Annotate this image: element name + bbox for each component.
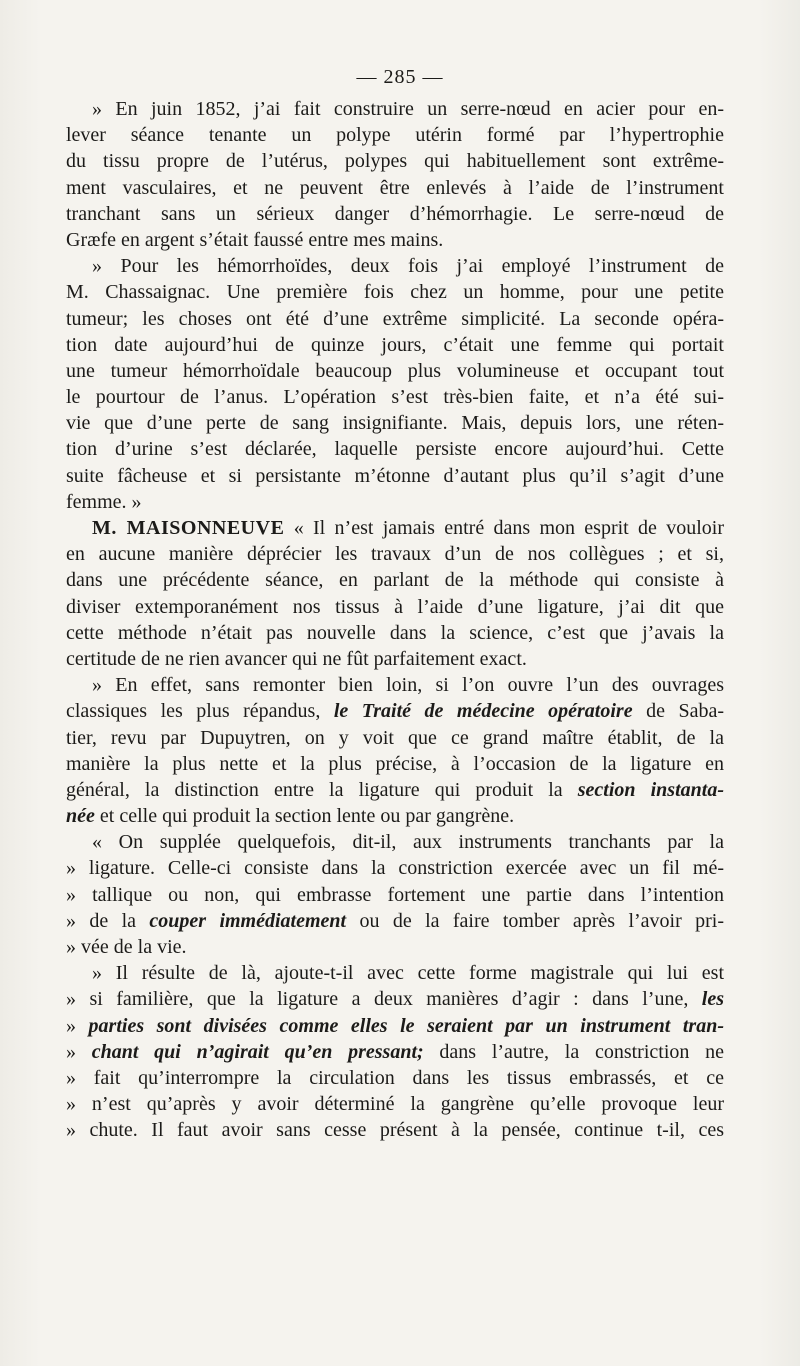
- line-text: » En effet, sans remonter bien loin, si l’on ouvre l’un des ouvrages: [92, 674, 724, 697]
- line-text: tranchant sans un sérieux danger d’hémorrhagie. Le serre-nœud de: [66, 202, 724, 225]
- line-text: « Il n’est jamais entré dans mon esprit de vouloir: [284, 517, 724, 539]
- italic-text: née: [66, 805, 95, 828]
- line-text: » En juin 1852, j’ai fait construire un serre-nœud en acier pour en-: [92, 98, 724, 120]
- line-text: ou de la faire tomber après l’avoir pri-: [346, 909, 724, 932]
- text-line: [66, 803, 724, 829]
- line-text: » tallique ou non, qui embrasse fortement une partie dans l’intention: [66, 883, 724, 906]
- body-text: [66, 96, 724, 1144]
- line-text: le pourtour de l’anus. L’opération s’est très-bien faite, et n’a été sui-: [66, 386, 724, 409]
- line-text: femme. »: [66, 490, 142, 513]
- italic-text: parties sont divisées comme elles le seraient par un instrument tran-: [88, 1014, 724, 1037]
- text-line: [66, 358, 724, 384]
- text-line: [66, 96, 724, 122]
- text-line: [66, 148, 724, 174]
- line-text: de Saba-: [632, 700, 724, 723]
- text-line: [66, 279, 724, 305]
- text-line: [66, 777, 724, 803]
- line-text: » vée de la vie.: [66, 936, 187, 958]
- line-text: « On supplée quelquefois, dit-il, aux instruments tranchants par la: [92, 831, 724, 854]
- text-line: [66, 1091, 724, 1117]
- line-text: » n’est qu’après y avoir déterminé la gangrène qu’elle provoque leur: [66, 1093, 724, 1116]
- line-text: » si familière, que la ligature a deux manières d’agir : dans l’une,: [66, 988, 702, 1011]
- italic-text: chant qui n’agirait qu’en pressant;: [91, 1040, 424, 1063]
- line-text: certitude de ne rien avancer qui ne fût parfaitement exact.: [66, 647, 527, 670]
- line-text: général, la distinction entre la ligature qui produit la: [66, 778, 578, 801]
- text-line: [66, 541, 724, 567]
- text-line: [66, 253, 724, 279]
- speaker-name: M. MAISONNEUVE: [92, 517, 285, 539]
- line-text: » ligature. Celle-ci consiste dans la constriction exercée avec un fil mé-: [66, 857, 724, 880]
- text-line: [66, 410, 724, 436]
- text-line: [66, 594, 724, 620]
- text-line: [66, 725, 724, 751]
- line-text: lever séance tenante un polype utérin formé par l’hypertrophie: [66, 124, 724, 147]
- line-text: dans l’autre, la constriction ne: [423, 1040, 724, 1063]
- italic-text: section instanta-: [577, 778, 724, 801]
- text-line: [66, 855, 724, 881]
- italic-text: le Traité de médecine opératoire: [333, 700, 633, 723]
- text-line: [66, 227, 724, 253]
- line-text: classiques les plus répandus,: [66, 700, 334, 723]
- text-line: [66, 306, 724, 332]
- line-text: »: [66, 1040, 92, 1063]
- text-line: [66, 1013, 724, 1039]
- line-text: ment vasculaires, et ne peuvent être enlevés à l’aide de l’instrument: [66, 176, 724, 199]
- text-line: [66, 934, 724, 960]
- line-text: M. Chassaignac. Une première fois chez un homme, pour une petite: [66, 281, 724, 304]
- line-text: en aucune manière déprécier les travaux d’un de nos collègues ; et si,: [66, 543, 724, 566]
- line-text: » de la: [66, 909, 150, 932]
- italic-text: les: [701, 988, 724, 1011]
- line-text: dans une précédente séance, en parlant de la méthode qui consiste à: [66, 569, 724, 592]
- text-line: [66, 175, 724, 201]
- line-text: suite fâcheuse et si persistante m’étonne d’autant plus qu’il s’agit d’une: [66, 464, 724, 487]
- text-line: [66, 986, 724, 1012]
- text-line: [66, 960, 724, 986]
- line-text: Græfe en argent s’était faussé entre mes mains.: [66, 228, 444, 251]
- line-text: tumeur; les choses ont été d’une extrême simplicité. La seconde opéra-: [66, 307, 724, 330]
- line-text: tion d’urine s’est déclarée, laquelle persiste encore aujourd’hui. Cette: [66, 438, 724, 461]
- text-line: [66, 122, 724, 148]
- text-line: [66, 829, 724, 855]
- line-text: et celle qui produit la section lente ou par gangrène.: [94, 805, 515, 828]
- line-text: diviser extemporanément nos tissus à l’aide d’une ligature, j’ai dit que: [66, 595, 724, 618]
- line-text: »: [66, 1014, 89, 1037]
- line-text: » Pour les hémorrhoïdes, deux fois j’ai employé l’instrument de: [92, 255, 724, 278]
- text-line: [66, 1065, 724, 1091]
- text-line: [66, 751, 724, 777]
- line-text: » Il résulte de là, ajoute-t-il avec cette forme magistrale qui lui est: [92, 962, 724, 985]
- text-line: [66, 201, 724, 227]
- text-line: [66, 463, 724, 489]
- text-line: [66, 882, 724, 908]
- text-line: [66, 1039, 724, 1065]
- text-line: [66, 384, 724, 410]
- text-line: [66, 646, 724, 672]
- line-text: » fait qu’interrompre la circulation dans les tissus embrassés, et ce: [66, 1066, 724, 1089]
- italic-text: couper immédiatement: [149, 909, 347, 932]
- line-text: du tissu propre de l’utérus, polypes qui habituellement sont extrême-: [66, 150, 724, 173]
- text-line: [66, 489, 724, 515]
- text-line: [66, 567, 724, 593]
- text-line: [66, 436, 724, 462]
- line-text: tier, revu par Dupuytren, on y voit que ce grand maître établit, de la: [66, 726, 724, 749]
- text-line: [66, 620, 724, 646]
- line-text: vie que d’une perte de sang insignifiante. Mais, depuis lors, une réten-: [66, 412, 724, 435]
- text-line: [66, 1117, 724, 1143]
- line-text: manière la plus nette et la plus précise, à l’occasion de la ligature en: [66, 752, 724, 775]
- text-line: [66, 672, 724, 698]
- text-line: [66, 515, 724, 541]
- line-text: une tumeur hémorrhoïdale beaucoup plus volumineuse et occupant tout: [66, 359, 724, 382]
- text-line: [66, 698, 724, 724]
- line-text: » chute. Il faut avoir sans cesse présent à la pensée, continue t-il, ces: [66, 1119, 724, 1142]
- page-number: — 285 —: [356, 66, 444, 88]
- line-text: tion date aujourd’hui de quinze jours, c’était une femme qui portait: [66, 333, 724, 356]
- text-line: [66, 908, 724, 934]
- line-text: cette méthode n’était pas nouvelle dans la science, c’est que j’avais la: [66, 621, 724, 644]
- text-line: [66, 332, 724, 358]
